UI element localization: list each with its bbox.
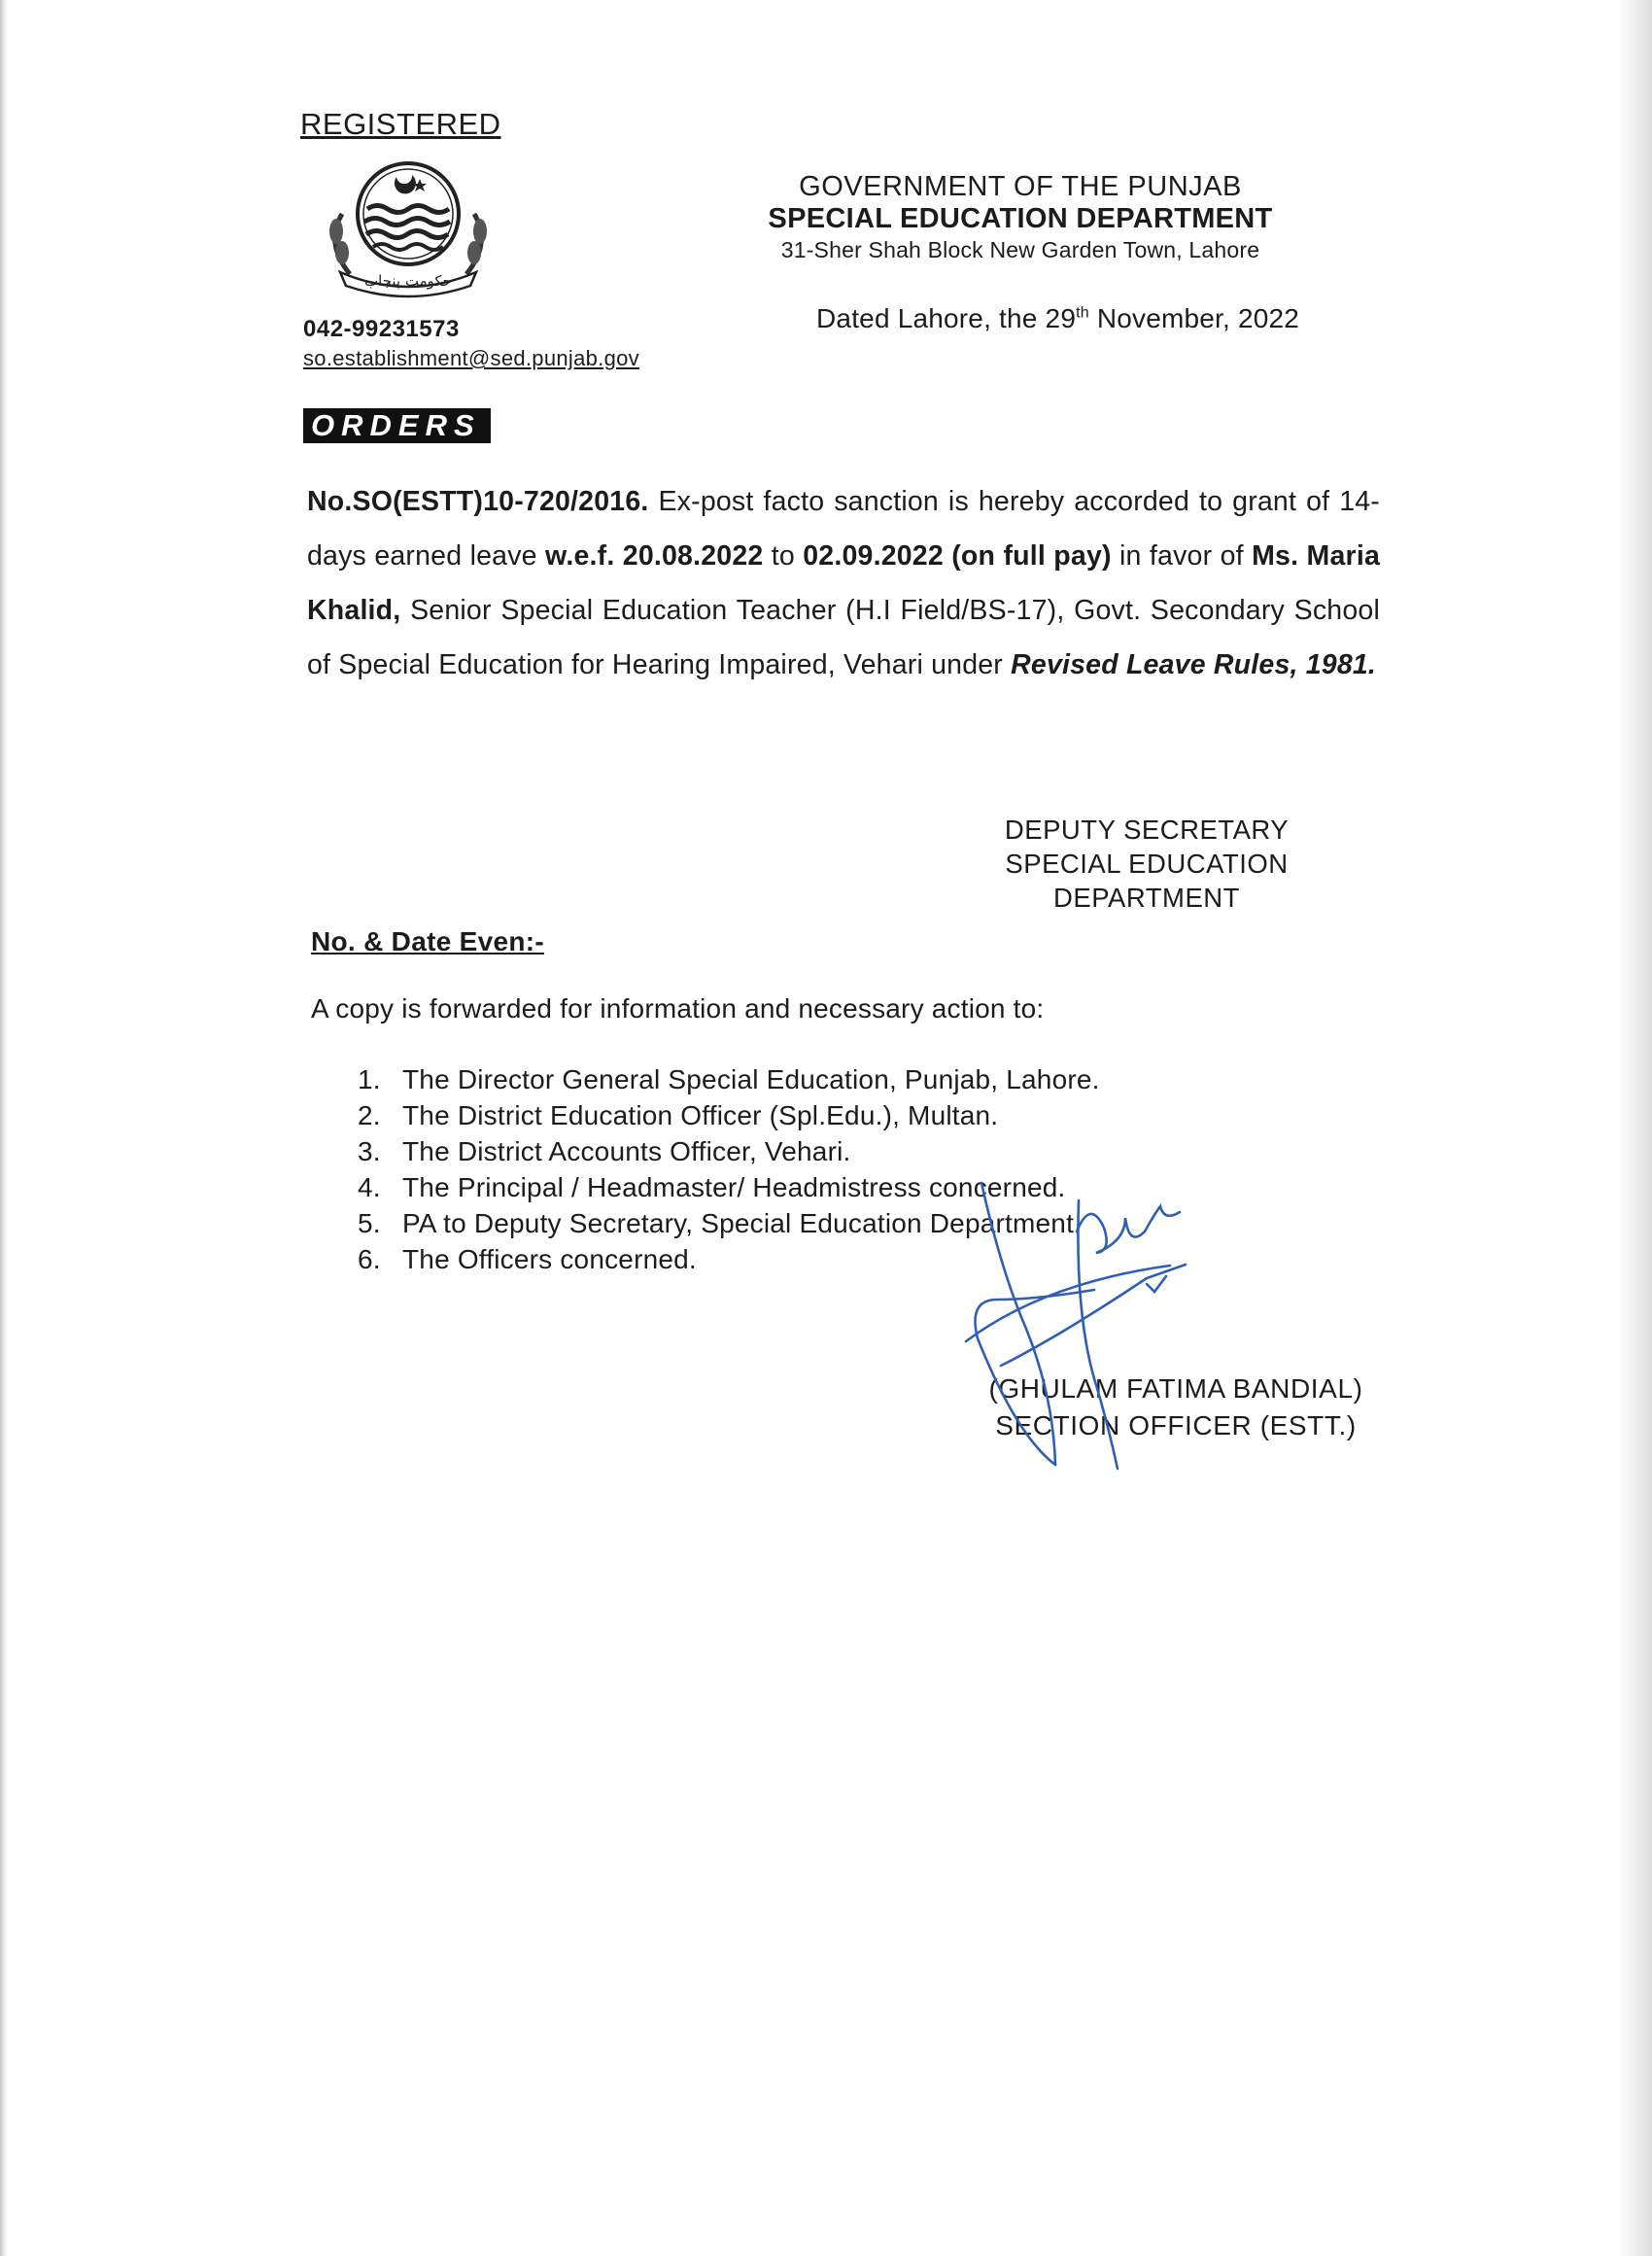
scan-left-edge	[0, 0, 8, 2256]
order-number: No.SO(ESTT)10-720/2016.	[307, 486, 649, 517]
orders-label: ORDERS	[303, 408, 491, 443]
list-item: 5. PA to Deputy Secretary, Special Education Department.	[358, 1208, 1083, 1238]
list-item: 6. The Officers concerned.	[358, 1244, 697, 1274]
department-address: 31-Sher Shah Block New Garden Town, Lahore	[780, 237, 1260, 262]
list-item: 4. The Principal / Headmaster/ Headmistress concerned.	[358, 1172, 1066, 1202]
department-heading: SPECIAL EDUCATION DEPARTMENT	[768, 203, 1273, 234]
deputy-secretary-block: DEPUTY SECRETARY SPECIAL EDUCATION DEPARTMENT	[1004, 815, 1290, 913]
employee-name: Ms. Maria Khalid,	[307, 540, 1380, 626]
list-item: 3. The District Accounts Officer, Vehari.	[358, 1136, 851, 1166]
scan-right-edge	[1617, 0, 1652, 2256]
government-heading: GOVERNMENT OF THE PUNJAB	[799, 171, 1242, 202]
punjab-emblem-icon	[313, 156, 503, 303]
registered-label: REGISTERED	[300, 107, 501, 141]
list-item: 1. The Director General Special Education, Punjab, Lahore.	[358, 1064, 1100, 1094]
svg-text:حکومت پنجاب: حکومت پنجاب	[364, 272, 452, 290]
phone-number: 042-99231573	[303, 316, 460, 342]
email-address: so.establishment@sed.punjab.gov	[303, 346, 639, 370]
signatory-name: (GHULAM FATIMA BANDIAL)	[988, 1373, 1363, 1404]
date-line: Dated Lahore, the 29th November, 2022	[816, 303, 1300, 333]
no-and-date-even: No. & Date Even:-	[311, 926, 545, 956]
handwritten-signature	[962, 1171, 1205, 1482]
order-paragraph: No.SO(ESTT)10-720/2016. Ex-post facto sanction is hereby accorded to grant of 14-days earned leave w.e.f. 20.08.2022 to 02.09.2022 (on full pay) in favor of Ms. Maria Khalid, Senior Special Education Teacher (H.I Field/BS-17), Govt. Secondary School of Special Education for Hearing Impaired, Vehari under Revised Leave Rules, 1981.	[307, 486, 1380, 680]
signatory-title: SECTION OFFICER (ESTT.)	[995, 1410, 1357, 1440]
list-item: 2. The District Education Officer (Spl.Edu.), Multan.	[358, 1100, 999, 1130]
copy-forward-text: A copy is forwarded for information and necessary action to:	[311, 993, 1045, 1024]
rules-reference: Revised Leave Rules, 1981.	[1011, 649, 1377, 680]
